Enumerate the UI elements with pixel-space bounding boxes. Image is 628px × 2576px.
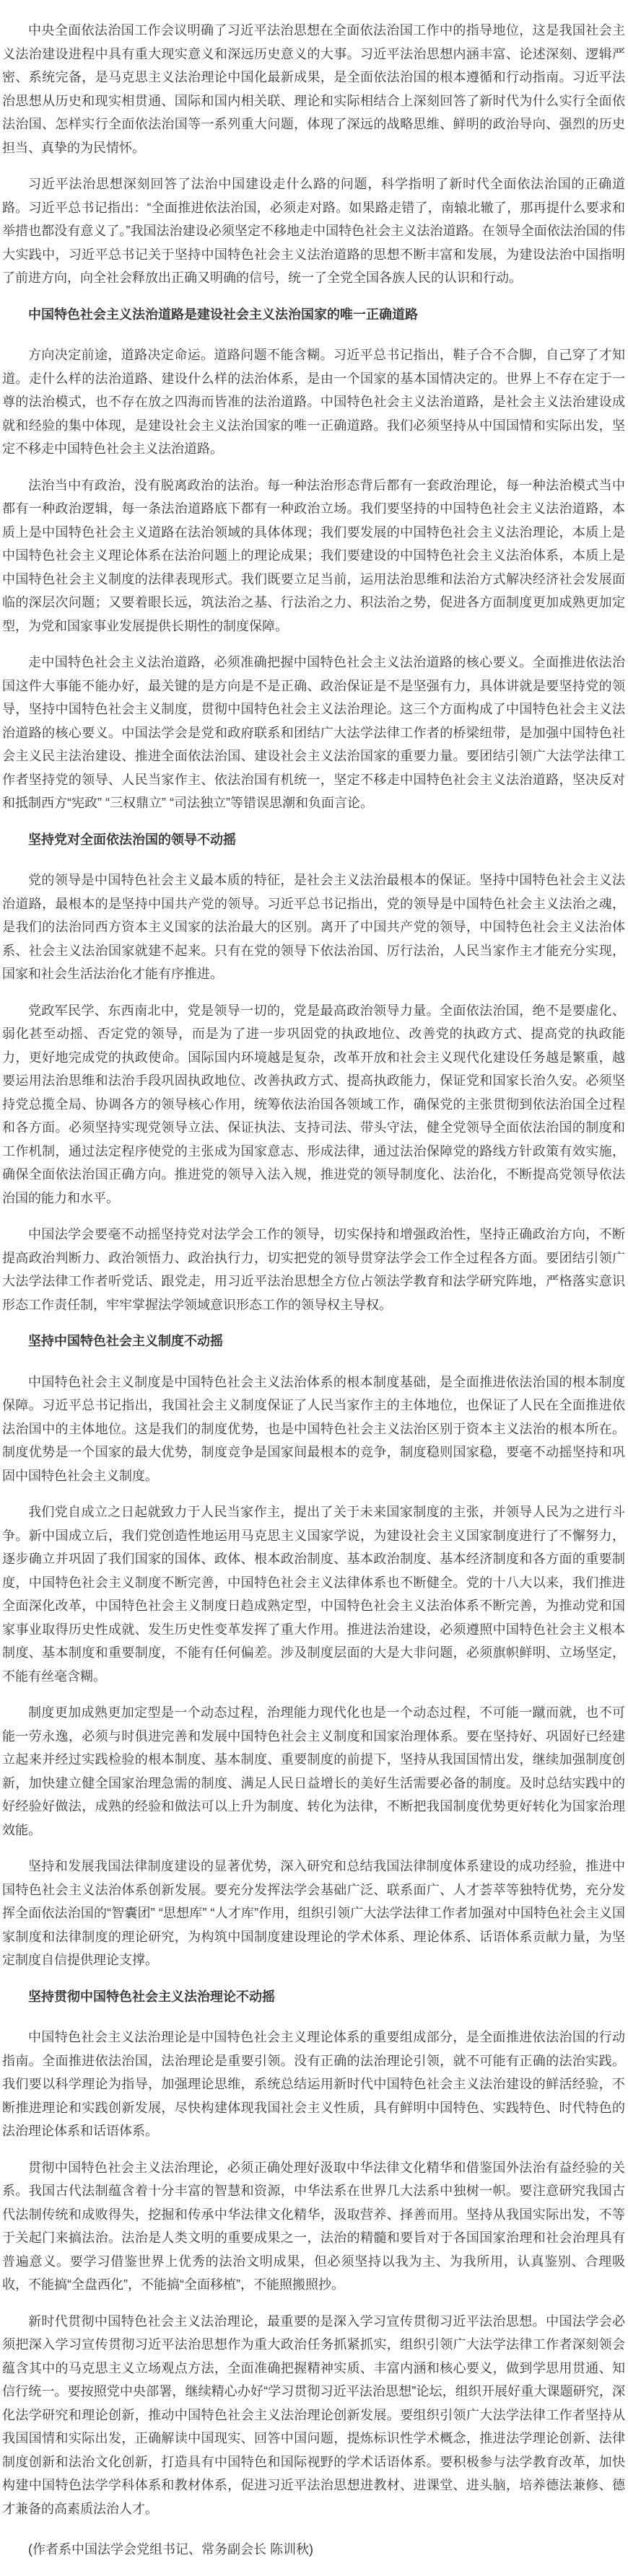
article-paragraph: 中国特色社会主义法治理论是中国特色社会主义理论体系的重要组成部分，是全面推进依法治国的行动指南。全面推进依法治国，法治理论是重要引领。没有正确的法治理论引领，就不可能有正确的法治实践。我们要以科学理论为指导，加强理论思维，系统总结运用新时代中国特色社会主义法治建设的鲜活经验，不断推进理论和实践创新发展，尽快构建体现我国社会主义性质，具有鲜明中国特色、实践特色、时代特色的法治理论体系和话语体系。 [2,2030,625,2138]
article-paragraph: 法治当中有政治，没有脱离政治的法治。每一种法治形态背后都有一套政治理论，每一种法治模式当中都有一种政治逻辑，每一条法治道路底下都有一种政治立场。我们要坚持的中国特色社会主义法治道路，本质上是中国特色社会主义道路在法治领域的具体体现；我们要发展的中国特色社会主义法治理论，本质上是中国特色社会主义理论体系在法治问题上的理论成果；我们要建设的中国特色社会主义法治体系，本质上是中国特色社会主义制度的法律表现形式。我们既要立足当前，运用法治思维和法治方式解决经济社会发展面临的深层次问题；又要着眼长远，筑法治之基、行法治之力、积法治之势，促进各方面制度更加成熟更加定型，为党和国家事业发展提供长期性的制度保障。 [2,478,625,633]
article-paragraph: 中国特色社会主义制度是中国特色社会主义法治体系的根本制度基础，是全面推进依法治国的根本制度保障。习近平总书记指出，我国社会主义制度保证了人民当家作主的主体地位，也保证了人民在全面推进依法治国中的主体地位。这是我们的制度优势，也是中国特色社会主义法治区别于资本主义法治的根本所在。制度优势是一个国家的最大优势，制度竞争是国家间最根本的竞争，制度稳则国家稳，要毫不动摇坚持和巩固中国特色社会主义制度。 [2,1374,625,1483]
article-paragraph: 习近平法治思想深刻回答了法治中国建设走什么路的问题，科学指明了新时代全面依法治国的正确道路。习近平总书记指出：“全面推进依法治国，必须走对路。如果路走错了，南辕北辙了，那再提什么要求和举措也都没有意义了。”我国法治建设必须坚定不移地走中国特色社会主义法治道路。在领导全面依法治国的伟大实践中，习近平总书记关于坚持中国特色社会主义法治道路的思想不断丰富和发展，为建设法治中国指明了前进方向，向全社会释放出正确又明确的信号，统一了全党全国各族人民的认识和行动。 [2,177,625,285]
section-heading: 坚持贯彻中国特色社会主义法治理论不动摇 [28,1989,275,2004]
article-paragraph: 走中国特色社会主义法治道路，必须准确把握中国特色社会主义法治道路的核心要义。全面推进依法治国这件大事能不能办好，最关键的是方向是不是正确、政治保证是不是坚强有力，具体讲就是要坚持党的领导，坚持中国特色社会主义制度，贯彻中国特色社会主义法治理论。这三个方面构成了中国特色社会主义法治道路的核心要义。中国法学会是党和政府联系和团结广大法学法律工作者的桥梁纽带，是加强中国特色社会主义民主法治建设、推进全面依法治国、建设社会主义法治国家的重要力量。要团结引领广大法学法律工作者坚持党的领导、人民当家作主、依法治国有机统一，坚定不移走中国特色社会主义法治道路，坚决反对和抵制西方“宪政” “三权鼎立” “司法独立”等错误思潮和负面言论。 [2,655,625,810]
section-heading: 坚持党对全面依法治国的领导不动摇 [28,832,236,847]
article-paragraph: 我们党自成立之日起就致力于人民当家作主，提出了关于未来国家制度的主张，并领导人民为之进行斗争。新中国成立后，我们党创造性地运用马克思主义国家学说，为建设社会主义国家制度进行了不懈努力，逐步确立并巩固了我们国家的国体、政体、根本政治制度、基本政治制度、基本经济制度和各方面的重要制度，中国特色社会主义制度不断完善，中国特色社会主义法律体系也不断健全。党的十八大以来，我们推进全面深化改革，中国特色社会主义制度日趋成熟定型，中国特色社会主义法治体系不断完善，为推动党和国家事业取得历史性成就、发生历史性变革发挥了重大作用。推进法治建设，必须遵照中国特色社会主义根本制度、基本制度和重要制度，不能有任何偏差。涉及制度层面的大是大非问题，必须旗帜鲜明、立场坚定，不能有丝毫含糊。 [2,1505,625,1684]
article-paragraph: 中央全面依法治国工作会议明确了习近平法治思想在全面依法治国工作中的指导地位，这是我国社会主义法治建设进程中具有重大现实意义和深远历史意义的大事。习近平法治思想内涵丰富、论述深刻、逻辑严密、系统完备，是马克思主义法治理论中国化最新成果，是全面依法治国的根本遵循和行动指南。习近平法治思想从历史和现实相贯通、国际和国内相关联、理论和实际相结合上深刻回答了新时代为什么实行全面依法治国、怎样实行全面依法治国等一系列重大问题，体现了深远的战略思维、鲜明的政治导向、强烈的历史担当、真挚的为民情怀。 [2,23,625,155]
article-paragraph: 中国法学会要毫不动摇坚持党对法学会工作的领导，切实保持和增强政治性，坚持正确政治方向，不断提高政治判断力、政治领悟力、政治执行力，切实把党的领导贯穿法学会工作全过程各方面。要团结引领广大法学法律工作者听党话、跟党走，用习近平法治思想全方位占领法学教育和法学研究阵地，严格落实意识形态工作责任制，牢牢掌握法学领域意识形态工作的领导权主导权。 [2,1227,625,1312]
article-paragraph: 党的领导是中国特色社会主义最本质的特征，是社会主义法治最根本的保证。坚持中国特色社会主义法治道路，最根本的是坚持中国共产党的领导。习近平总书记指出，党的领导是中国特色社会主义法治之魂，是我们的法治同西方资本主义国家的法治最大的区别。离开了中国共产党的领导，中国特色社会主义法治体系、社会主义法治国家就建不起来。只有在党的领导下依法治国、厉行法治，人民当家作主才能充分实现，国家和社会生活法治化才能有序推进。 [2,873,625,981]
article-paragraph: 坚持和发展我国法律制度建设的显著优势，深入研究和总结我国法律制度体系建设的成功经验，推进中国特色社会主义法治体系创新发展。要充分发挥法学会基础广泛、联系面广、人才荟萃等独特优势，充分发挥全面依法治国的“智囊团” “思想库” “人才库”作用，组织引领广大法学法律工作者加强对中国特色社会主义国家制度和法律制度的理论研究，为构筑中国制度建设理论的学术体系、理论体系、话语体系贡献力量，为坚定制度自信提供理论支撑。 [2,1859,625,1967]
article-paragraph: 贯彻中国特色社会主义法治理论，必须正确处理好汲取中华法律文化精华和借鉴国外法治有益经验的关系。我国古代法制蕴含着十分丰富的智慧和资源，中华法系在世界几大法系中独树一帜。要注意研究我国古代法制传统和成败得失，挖掘和传承中华法律文化精华，汲取营养、择善而用。坚持从我国实际出发，不等于关起门来搞法治。法治是人类文明的重要成果之一，法治的精髓和要旨对于各国国家治理和社会治理具有普遍意义。要学习借鉴世界上优秀的法治文明成果，但必须坚持以我为主、为我所用，认真鉴别、合理吸收，不能搞“全盘西化”，不能搞“全面移植”，不能照搬照抄。 [2,2160,625,2292]
article-paragraph: 新时代贯彻中国特色社会主义法治理论，最重要的是深入学习宣传贯彻习近平法治思想。中国法学会必须把深入学习宣传贯彻习近平法治思想作为重大政治任务抓紧抓实，组织引领广大法学法律工作者深刻领会蕴含其中的马克思主义立场观点方法，全面准确把握精神实质、丰富内涵和核心要义，做到学思用贯通、知信行统一。要按照党中央部署，继续精心办好“学习贯彻习近平法治思想”论坛，组织开展好重大课题研究，深化法学研究和理论创新，推动中国特色社会主义法治理论创新发展。要组织引领广大法学法律工作者坚持从我国国情和实际出发，正确解读中国现实、回答中国问题，提炼标识性学术概念，推进法学理论创新、法律制度创新和法治文化创新，打造具有中国特色和国际视野的学术话语体系。要积极参与法学教育改革，加快构建中国特色法学学科体系和教材体系，促进习近平法治思想进教材、进课堂、进头脑，培养德法兼修、德才兼备的高素质法治人才。 [2,2313,625,2516]
article-paragraph: 制度更加成熟更加定型是一个动态过程，治理能力现代化也是一个动态过程，不可能一蹴而就，也不可能一劳永逸，必须与时俱进完善和发展中国特色社会主义制度和国家治理体系。要在坚持好、巩固好已经建立起来并经过实践检验的根本制度、基本制度、重要制度的前提下，坚持从我国国情出发，继续加强制度创新，加快建立健全国家治理急需的制度、满足人民日益增长的美好生活需要必备的制度。及时总结实践中的好经验好做法，成熟的经验和做法可以上升为制度、转化为法律，不断把我国制度优势更好转化为国家治理效能。 [2,1705,625,1837]
section-heading: 中国特色社会主义法治道路是建设社会主义法治国家的唯一正确道路 [28,307,418,322]
author-note: (作者系中国法学会党组书记、常务副会长 陈训秋) [28,2542,313,2557]
section-heading: 坚持中国特色社会主义制度不动摇 [28,1334,223,1348]
article-paragraph: 党政军民学、东西南北中，党是领导一切的，党是最高政治领导力量。全面依法治国，绝不是要虚化、弱化甚至动摇、否定党的领导，而是为了进一步巩固党的执政地位、改善党的执政方式、提高党的执政能力，更好地完成党的执政使命。国际国内环境越是复杂，改革开放和社会主义现代化建设任务越是繁重，越要运用法治思维和法治手段巩固执政地位、改善执政方式、提高执政能力，保证党和国家长治久安。必须坚持党总揽全局、协调各方的领导核心作用，统筹依法治国各领域工作，确保党的主张贯彻到依法治国全过程和各方面。必须坚持实现党领导立法、保证执法、支持司法、带头守法，健全党领导全面依法治国的制度和工作机制，通过法定程序使党的主张成为国家意志、形成法律，通过法治保障党的路线方针政策有效实施，确保全面依法治国正确方向。推进党的领导入法入规，推进党的领导制度化、法治化，不断提高党领导依法治国的能力和水平。 [2,1003,625,1205]
article-paragraph: 方向决定前途，道路决定命运。道路问题不能含糊。习近平总书记指出，鞋子合不合脚，自己穿了才知道。走什么样的法治道路、建设什么样的法治体系，是由一个国家的基本国情决定的。世界上不存在定于一尊的法治模式，也不存在放之四海而皆准的法治道路。中国特色社会主义法治道路，是社会主义法治建设成就和经验的集中体现，是建设社会主义法治国家的唯一正确道路。我们必须坚持从中国国情和实际出发，坚定不移走中国特色社会主义法治道路。 [2,348,625,456]
